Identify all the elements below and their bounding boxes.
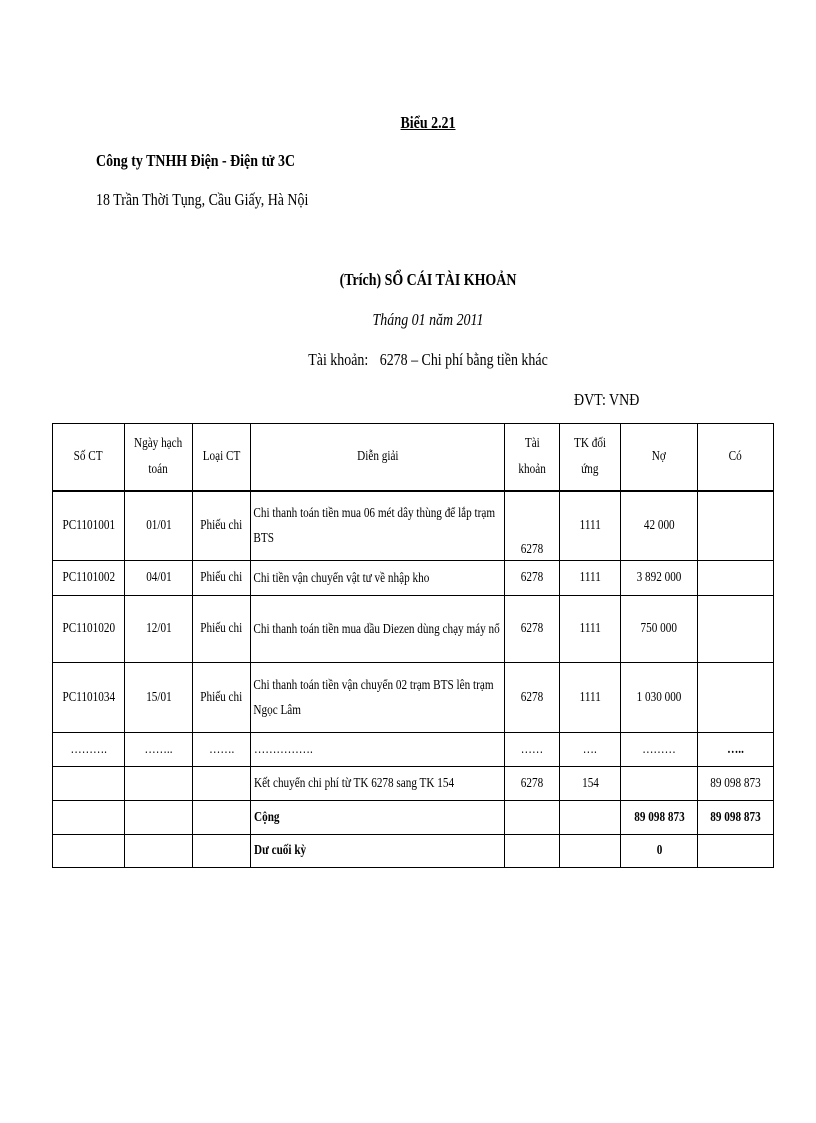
cell-date: 15/01 [125, 663, 193, 733]
cell-debit [621, 767, 698, 801]
cell-account: 6278 [505, 491, 560, 561]
ledger-title: (Trích) SỔ CÁI TÀI KHOẢN [339, 270, 517, 289]
cell-debit: 42 000 [621, 491, 698, 561]
header-doc-type: Loại CT [193, 424, 251, 491]
cell-counter-account: 1111 [560, 596, 621, 663]
header-credit: Có [698, 424, 774, 491]
cell-credit [698, 663, 774, 733]
header-posting-date: Ngày hạch toán [125, 424, 193, 491]
cell-description: Chi thanh toán tiền vận chuyển 02 trạm BTS lên trạm Ngọc Lâm [251, 663, 505, 733]
total-label: Cộng [251, 801, 505, 835]
table-header-row [53, 424, 774, 491]
cell-date: 04/01 [125, 561, 193, 596]
header-counter-account: TK đối ứng [560, 424, 621, 491]
currency-unit: ĐVT: VNĐ [574, 390, 640, 409]
header-doc-no: Số CT [53, 424, 125, 491]
cell-description: ……………. [251, 733, 505, 767]
cell-account: 6278 [505, 561, 560, 596]
cell-doc-no [53, 767, 125, 801]
cell-doc-type: Phiếu chi [193, 561, 251, 596]
company-name: Công ty TNHH Điện - Điện tử 3C [96, 151, 296, 170]
closing-label: Dư cuối kỳ [251, 835, 505, 868]
cell-debit: 750 000 [621, 596, 698, 663]
total-row [53, 801, 774, 835]
ledger-account-line [77, 350, 779, 370]
cell-counter-account: 154 [560, 767, 621, 801]
table-row [53, 663, 774, 733]
cell-date: 01/01 [125, 491, 193, 561]
cell-credit [698, 596, 774, 663]
cell-date [125, 767, 193, 801]
cell-doc-no: PC1101034 [53, 663, 125, 733]
cell-account: …… [505, 733, 560, 767]
cell-credit: 89 098 873 [698, 767, 774, 801]
cell-doc-no: PC1101020 [53, 596, 125, 663]
cell-counter-account: …. [560, 733, 621, 767]
cell-counter-account: 1111 [560, 663, 621, 733]
cell-doc-type: Phiếu chi [193, 491, 251, 561]
cell-account: 6278 [505, 767, 560, 801]
cell-debit: 1 030 000 [621, 663, 698, 733]
cell-account: 6278 [505, 596, 560, 663]
cell-description: Chi thanh toán tiền mua 06 mét dây thùng để lắp trạm BTS [251, 491, 505, 561]
header-debit: Nợ [621, 424, 698, 491]
cell-description: Chi tiền vận chuyển vật tư về nhập kho [251, 561, 505, 596]
cell-doc-type: ……. [193, 733, 251, 767]
total-credit: 89 098 873 [698, 801, 774, 835]
ledger-account-value: 6278 – Chi phí bằng tiền khác [379, 350, 548, 369]
cell-description: Kết chuyển chi phí từ TK 6278 sang TK 154 [251, 767, 505, 801]
cell-doc-no: ………. [53, 733, 125, 767]
total-debit: 89 098 873 [621, 801, 698, 835]
cell-doc-no: PC1101002 [53, 561, 125, 596]
cell-doc-type: Phiếu chi [193, 663, 251, 733]
cell-credit [698, 561, 774, 596]
company-address: 18 Trần Thời Tụng, Cầu Giấy, Hà Nội [96, 190, 309, 209]
cell-doc-type [193, 767, 251, 801]
form-code: Biểu 2.21 [400, 113, 456, 132]
cell-debit: 3 892 000 [621, 561, 698, 596]
header-account: Tài khoản [505, 424, 560, 491]
table-row [53, 596, 774, 663]
cell-credit: ….. [698, 733, 774, 767]
cell-doc-no: PC1101001 [53, 491, 125, 561]
header-description: Diễn giải [251, 424, 505, 491]
cell-credit [698, 491, 774, 561]
cell-date: 12/01 [125, 596, 193, 663]
table-row [53, 733, 774, 767]
ledger-period: Tháng 01 năm 2011 [372, 310, 484, 329]
ledger-table [52, 423, 774, 868]
cell-counter-account: 1111 [560, 561, 621, 596]
cell-account: 6278 [505, 663, 560, 733]
table-row [53, 767, 774, 801]
table-row [53, 561, 774, 596]
table-row [53, 491, 774, 561]
cell-debit: ……… [621, 733, 698, 767]
cell-description: Chi thanh toán tiền mua dầu Diezen dùng chạy máy nổ [251, 596, 505, 663]
closing-debit: 0 [621, 835, 698, 868]
cell-date: …….. [125, 733, 193, 767]
closing-balance-row [53, 835, 774, 868]
closing-credit [698, 835, 774, 868]
ledger-account-label: Tài khoản: [308, 350, 369, 369]
cell-counter-account: 1111 [560, 491, 621, 561]
cell-doc-type: Phiếu chi [193, 596, 251, 663]
